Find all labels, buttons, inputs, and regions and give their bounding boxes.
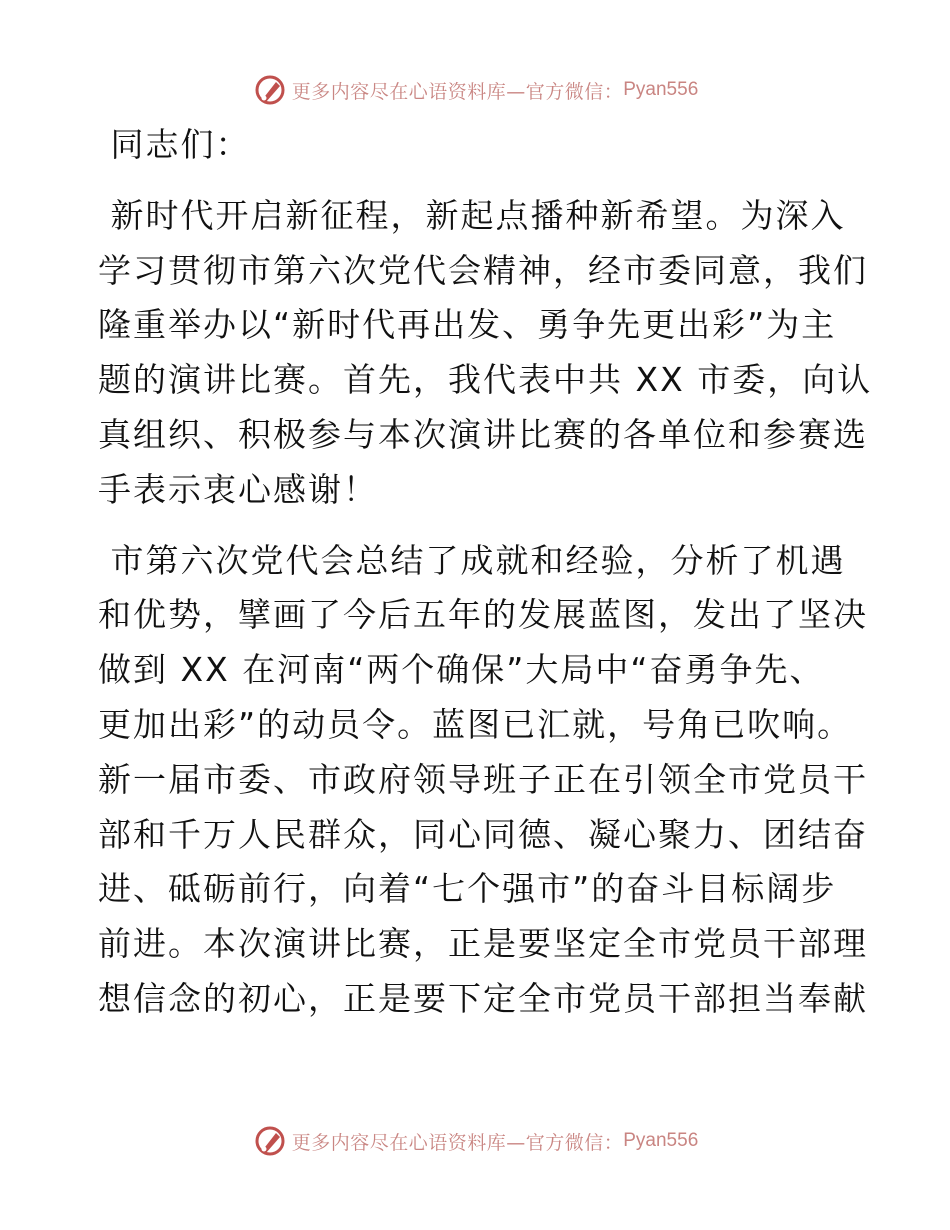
text-line: 想信念的初心，正是要下定全市党员干部担当奉献 <box>98 978 868 1018</box>
text-line: 更加出彩”的动员令。蓝图已汇就，号角已吹响。 <box>98 704 853 744</box>
text-line: 新一届市委、市政府领导班子正在引领全市党员干 <box>98 759 868 799</box>
salutation: 同志们： <box>98 125 251 164</box>
text-line: 新时代开启新征程，新起点播种新希望。为深入 <box>98 195 846 235</box>
text-line: 进、砥砺前行，向着“七个强市”的奋斗目标阔步 <box>98 869 837 909</box>
text-line: 学习贯彻市第六次党代会精神，经市委同意，我们 <box>98 250 868 290</box>
document-body <box>98 118 873 1027</box>
footer-watermark <box>0 1121 950 1161</box>
watermark-text: 更多内容尽在心语资料库—官方微信： <box>291 80 624 103</box>
watermark-text: 更多内容尽在心语资料库—官方微信： <box>291 1131 624 1154</box>
text-line: 前进。本次演讲比赛，正是要坚定全市党员干部理 <box>98 924 868 964</box>
text-line: 手表示衷心感谢！ <box>98 469 378 509</box>
text-line: 做到 XX 在河南“两个确保”大局中“奋勇争先、 <box>98 650 825 690</box>
text-line: 市第六次党代会总结了成就和经验，分析了机遇 <box>98 540 846 580</box>
text-line: 题的演讲比赛。首先，我代表中共 XX 市委，向认 <box>98 360 873 400</box>
watermark-wechat-id: Pyan556 <box>623 79 699 100</box>
text-line: 和优势，擘画了今后五年的发展蓝图，发出了坚决 <box>98 595 868 635</box>
paragraph-2 <box>98 534 868 1027</box>
header-watermark <box>0 70 950 110</box>
text-line: 真组织、积极参与本次演讲比赛的各单位和参赛选 <box>98 414 868 454</box>
watermark-wechat-id: Pyan556 <box>623 1130 699 1151</box>
pen-nib-logo-icon <box>252 1123 288 1159</box>
text-line: 部和千万人民群众，同心同德、凝心聚力、团结奋 <box>98 814 868 854</box>
paragraph-1 <box>98 189 873 518</box>
text-line: 隆重举办以“新时代再出发、勇争先更出彩”为主 <box>98 305 837 345</box>
pen-nib-logo-icon <box>252 72 288 108</box>
